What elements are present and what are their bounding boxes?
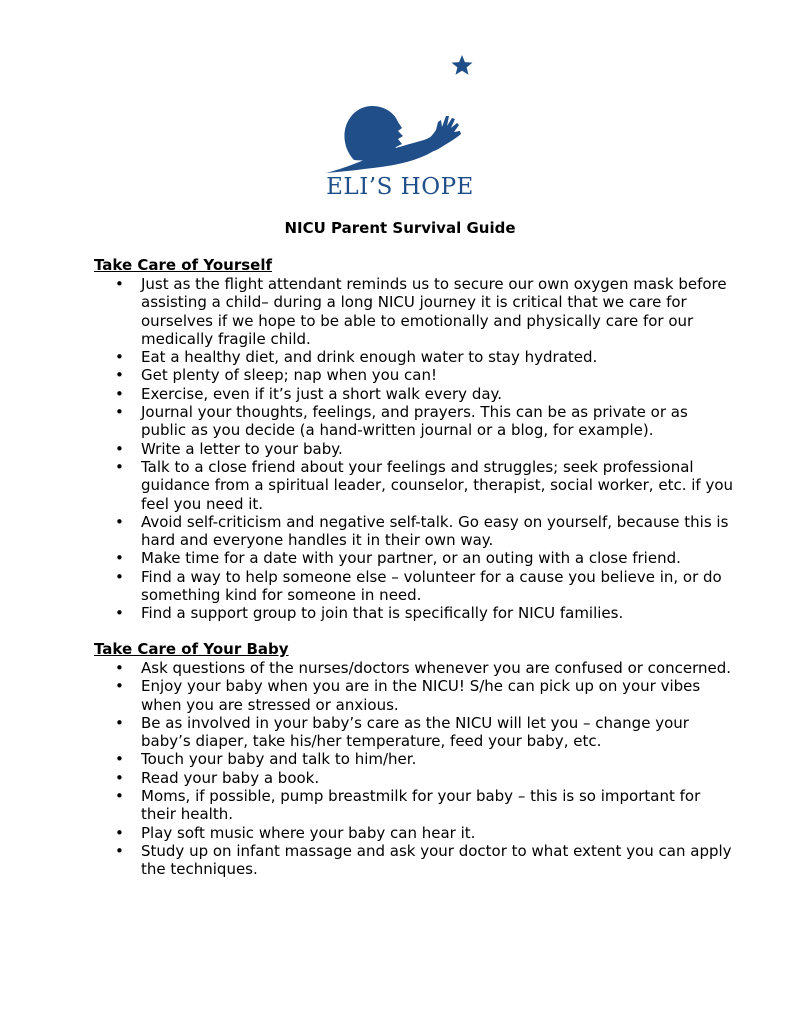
list-item-text: Journal your thoughts, feelings, and prayers. This can be as private or as public as you decide (a hand-written journal or a blog, for example). bbox=[141, 403, 688, 440]
bullet-list bbox=[94, 275, 734, 623]
list-item bbox=[94, 604, 734, 622]
list-item bbox=[94, 842, 734, 879]
list-item bbox=[94, 513, 734, 550]
list-item-text: Just as the flight attendant reminds us to secure our own oxygen mask before assisting a child– during a long NICU journey it is critical that we care for ourselves if we hope to be able to emotionally and physically care for our medically fragile child. bbox=[141, 275, 727, 348]
bullet-icon: • bbox=[115, 841, 124, 860]
page-title: NICU Parent Survival Guide bbox=[284, 219, 516, 237]
list-item bbox=[94, 440, 734, 458]
list-item-text: Exercise, even if it’s just a short walk every day. bbox=[141, 384, 503, 403]
bullet-icon: • bbox=[115, 384, 124, 403]
list-item bbox=[94, 677, 734, 714]
list-item-text: Enjoy your baby when you are in the NICU! S/he can pick up on your vibes when you are stressed or anxious. bbox=[141, 677, 701, 714]
list-item bbox=[94, 275, 734, 348]
list-item-text: Get plenty of sleep; nap when you can! bbox=[141, 366, 438, 385]
bullet-icon: • bbox=[115, 787, 124, 806]
list-item bbox=[94, 750, 734, 768]
logo-wordmark: ELI’S HOPE bbox=[326, 174, 474, 200]
list-item-text: Find a support group to join that is specifically for NICU families. bbox=[141, 604, 624, 623]
list-item-text: Ask questions of the nurses/doctors whenever you are confused or concerned. bbox=[141, 659, 732, 677]
bullet-icon: • bbox=[115, 768, 124, 787]
raised-hand-icon bbox=[420, 116, 461, 152]
list-item-text: Touch your baby and talk to him/her. bbox=[141, 750, 417, 769]
bullet-icon: • bbox=[115, 439, 124, 458]
section-take-care-of-your-baby bbox=[94, 640, 734, 879]
list-item-text: Read your baby a book. bbox=[141, 768, 320, 787]
list-item-text: Write a letter to your baby. bbox=[141, 439, 343, 458]
list-item bbox=[94, 714, 734, 751]
section-heading: Take Care of Yourself bbox=[94, 256, 273, 274]
bullet-icon: • bbox=[115, 604, 124, 623]
bullet-icon: • bbox=[115, 677, 124, 696]
bullet-list bbox=[94, 659, 734, 879]
list-item-text: Be as involved in your baby’s care as the NICU will let you – change your baby’s diaper, take his/her temperature, feed your baby, etc. bbox=[141, 713, 689, 751]
list-item-text: Play soft music where your baby can hear it. bbox=[141, 823, 476, 842]
list-item-text: Eat a healthy diet, and drink enough water to stay hydrated. bbox=[141, 348, 598, 367]
bullet-icon: • bbox=[115, 512, 124, 531]
elis-hope-logo bbox=[320, 50, 480, 206]
bullet-icon: • bbox=[115, 567, 124, 586]
logo-child-reaching-star-icon bbox=[320, 50, 480, 174]
list-item-text: Study up on infant massage and ask your doctor to what extent you can apply the techniques. bbox=[141, 841, 732, 879]
bullet-icon: • bbox=[115, 457, 124, 476]
star-icon bbox=[452, 55, 473, 75]
list-item bbox=[94, 458, 734, 513]
list-item bbox=[94, 824, 734, 842]
bullet-icon: • bbox=[115, 275, 124, 293]
list-item bbox=[94, 348, 734, 366]
list-item-text: Make time for a date with your partner, or an outing with a close friend. bbox=[141, 549, 681, 568]
list-item-text: Find a way to help someone else – volunteer for a cause you believe in, or do something kind for someone in need. bbox=[141, 567, 722, 605]
list-item bbox=[94, 769, 734, 787]
list-item bbox=[94, 659, 734, 677]
section-take-care-of-yourself bbox=[94, 256, 734, 623]
bullet-icon: • bbox=[115, 348, 124, 367]
bullet-icon: • bbox=[115, 750, 124, 769]
bullet-icon: • bbox=[115, 549, 124, 568]
bullet-icon: • bbox=[115, 366, 124, 385]
bullet-icon: • bbox=[115, 823, 124, 842]
bullet-icon: • bbox=[115, 659, 124, 677]
list-item bbox=[94, 385, 734, 403]
bullet-icon: • bbox=[115, 713, 124, 732]
list-item-text: Moms, if possible, pump breastmilk for your baby – this is so important for their health. bbox=[141, 787, 701, 824]
list-item bbox=[94, 549, 734, 567]
list-item-text: Avoid self-criticism and negative self-talk. Go easy on yourself, because this is hard and everyone handles it in their own way. bbox=[141, 512, 729, 550]
list-item bbox=[94, 366, 734, 384]
list-item bbox=[94, 403, 734, 440]
list-item bbox=[94, 568, 734, 605]
section-heading: Take Care of Your Baby bbox=[94, 640, 289, 658]
list-item bbox=[94, 787, 734, 824]
list-item-text: Talk to a close friend about your feelings and struggles; seek professional guidance from a spiritual leader, counselor, therapist, social worker, etc. if you feel you need it. bbox=[141, 457, 734, 513]
bullet-icon: • bbox=[115, 403, 124, 422]
